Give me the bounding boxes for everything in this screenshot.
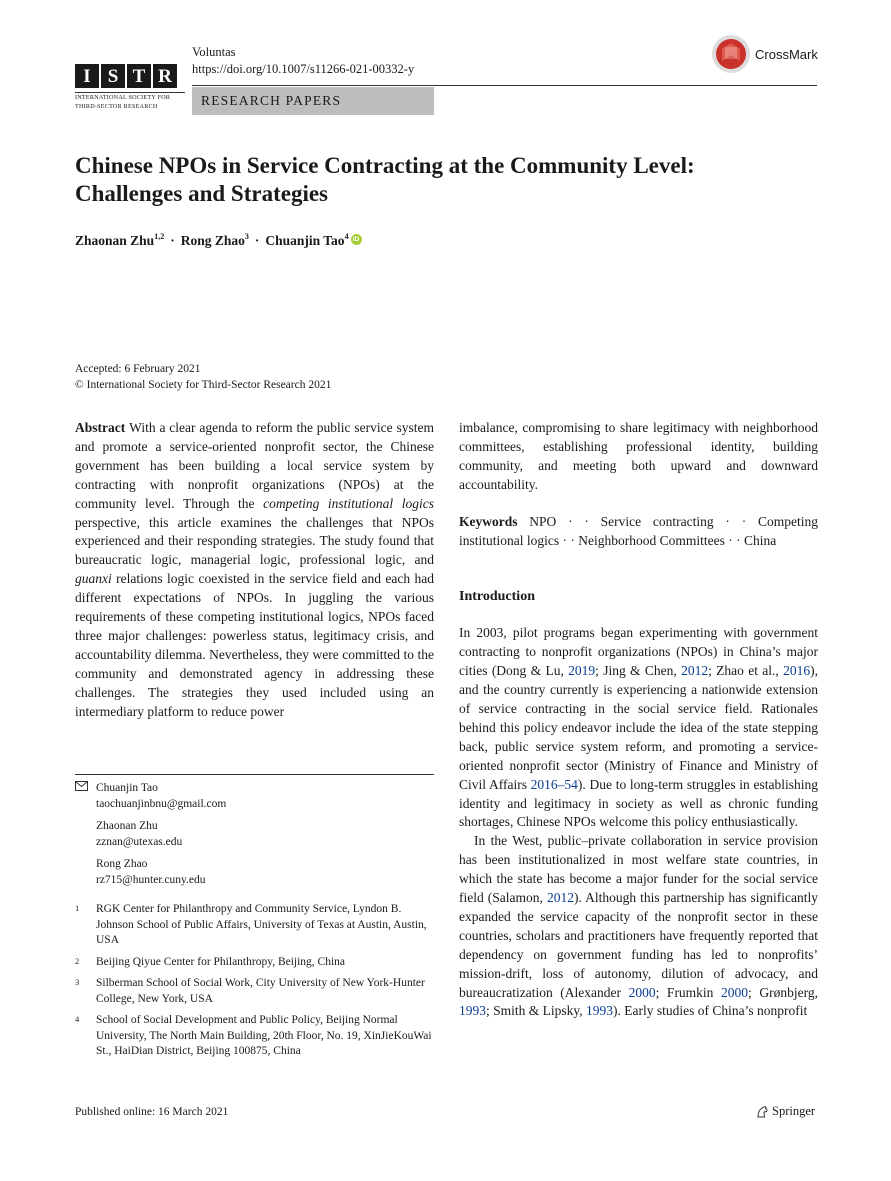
paragraph-text: ; Frumkin xyxy=(655,984,722,1000)
right-column xyxy=(459,419,818,1021)
article-dates xyxy=(75,361,331,393)
affiliation: 1 RGK Center for Philanthropy and Community Service, Lyndon B. Johnson School of Public Affairs, University of Texas at Austin, Austin, USA xyxy=(75,903,427,946)
paragraph-text: ; Grønbjerg, xyxy=(748,984,818,1000)
abstract-label: Abstract xyxy=(75,420,126,435)
abstract-continued: imbalance, compromising to share legitimacy with neighborhood committees, establishing professional identity, building community, and meeting both upward and downward accountability. xyxy=(459,420,818,492)
contact-email[interactable]: zznan@utexas.edu xyxy=(96,835,183,848)
accepted-date: Accepted: 6 February 2021 xyxy=(75,363,201,375)
citation-link[interactable]: 2012 xyxy=(546,890,574,906)
logo-letter: S xyxy=(101,64,125,88)
citation-link[interactable]: 2000 xyxy=(628,984,656,1000)
istr-logo xyxy=(75,64,177,88)
paragraph-text: ; Smith & Lipsky, xyxy=(486,1003,587,1019)
citation-link[interactable]: 2019 xyxy=(568,663,596,679)
logo-letter: R xyxy=(153,64,177,88)
section-heading-introduction: Introduction xyxy=(459,589,535,605)
citation-link[interactable]: 2000 xyxy=(721,984,749,1000)
copyright-line: © International Society for Third-Sector Research 2021 xyxy=(75,379,332,391)
affiliation: 4 School of Social Development and Public Policy, Beijing Normal University, The North Main Building, 20th Floor, No. 19, XinJieKouWai St., HaiDian District, Beijing 100875, China xyxy=(75,1014,432,1057)
citation-link[interactable]: 2016–54 xyxy=(530,776,578,792)
header-divider xyxy=(192,85,817,86)
springer-logo xyxy=(755,1104,815,1119)
springer-horse-icon xyxy=(755,1105,769,1119)
citation-link[interactable]: 1993 xyxy=(586,1003,614,1019)
crossmark-label: CrossMark xyxy=(755,46,818,62)
separator-dot: · xyxy=(254,232,260,248)
author[interactable]: Zhaonan Zhu$^{1,2}$ xyxy=(75,232,165,248)
paragraph-text: ; Zhao et al., xyxy=(708,663,784,679)
journal-name: Voluntas xyxy=(192,45,236,59)
paragraph-text: ; Jing & Chen, xyxy=(595,663,682,679)
contact-name: Rong Zhao xyxy=(96,858,148,870)
logo-letter: I xyxy=(75,64,99,88)
contact-email[interactable]: rz715@hunter.cuny.edu xyxy=(96,873,206,886)
published-online: Published online: 16 March 2021 xyxy=(75,1106,229,1118)
crossmark-button[interactable] xyxy=(711,34,818,74)
author[interactable]: Chuanjin Tao$^4$ xyxy=(265,232,349,248)
contact-name: Chuanjin Tao xyxy=(96,782,158,794)
paragraph-text: ). Although this partnership has significantly expanded the service capacity of the nonprofit sector in these countries, scholars and practitioners have frequently reported that dependency on government funding has led to nonprofits’ mission-drift, loss of autonomy, dilution of advocacy, and bureaucratization (Alexander xyxy=(459,890,818,1000)
paragraph-text: In the West, public–private collaboration in service provision has been institutionalized in most welfare state countries, in which the state has become a major funder for the social service field (Salamon, xyxy=(459,833,818,906)
paragraph-text: ). Early studies of China’s nonprofit xyxy=(613,1003,808,1019)
author[interactable]: Rong Zhao$^3$ xyxy=(180,232,249,248)
envelope-icon xyxy=(75,781,96,812)
paragraph-text: In 2003, pilot programs began experimenting with government contracting to nonprofit organizations (NPOs) in China’s major cities (Dong & Lu, xyxy=(459,625,818,679)
author-list xyxy=(75,232,362,249)
keywords: Keywords NPO · · Service contracting · · Competing institutional logics · · Neighborhood Committees · · China xyxy=(459,513,818,548)
keywords-label: Keywords xyxy=(459,513,518,529)
paragraph-text: ). Due to long-term struggles in establishing identity and legitimacy in society as well as chronic funding shortages, Chinese NPOs welcome this policy enthusiastically. xyxy=(459,776,818,830)
abstract: Abstract With a clear agenda to reform the public service system and promote a service-oriented nonprofit sector, the Chinese government has been building a local service system by contracting with nonprofit organizations (NPOs) at the community level. Through the competing institutional logics perspective, this article examines the challenges that NPOs experienced and their responding strategies. The study found that bureaucratic logic, managerial logic, professional logic, and guanxi relations logic coexisted in the service field and each had different expectations of NPOs. In juggling the various requirements of these competing institutional logics, NPOs faced three major challenges: powerless status, legitimacy crisis, and accountability dilemma. Nevertheless, they were committed to the community and demonstrated agency in addressing these challenges. The strategies they used included using an intermediary platform to reduce power xyxy=(75,420,435,719)
contact-name: Zhaonan Zhu xyxy=(96,820,158,832)
orcid-icon[interactable]: iD xyxy=(351,234,362,245)
intro-paragraph xyxy=(459,624,818,832)
article-title: Chinese NPOs in Service Contracting at the Community Level: Challenges and Strategies xyxy=(75,153,695,206)
section-label: RESEARCH PAPERS xyxy=(192,87,434,115)
corresponding-author xyxy=(75,781,434,812)
logo-letter: T xyxy=(127,64,151,88)
intro-paragraph xyxy=(459,832,818,1021)
author-footnotes xyxy=(75,781,434,1060)
affiliation: 2 Beijing Qiyue Center for Philanthropy, Beijing, China xyxy=(75,955,346,968)
citation-link[interactable]: 2016 xyxy=(783,663,811,679)
citation-link[interactable]: 2012 xyxy=(681,663,709,679)
separator-dot: · xyxy=(170,232,175,248)
doi-link[interactable]: https://doi.org/10.1007/s11266-021-00332-y xyxy=(192,62,415,76)
contact-email[interactable]: taochuanjinbnu@gmail.com xyxy=(96,797,227,810)
affiliation: 3 Silberman School of Social Work, City University of New York-Hunter College, New York, USA xyxy=(75,977,425,1005)
citation-link[interactable]: 1993 xyxy=(459,1003,486,1019)
istr-logo-subtitle: INTERNATIONAL SOCIETY FOR THIRD-SECTOR RESEARCH xyxy=(75,92,185,112)
crossmark-icon xyxy=(711,34,751,74)
paragraph-text: ), and the country currently is experiencing a nationwide extension of service contracting in the social service field. Rationales behind this policy endeavor include the idea of the state stepping back, public service system reform, and promoting a service-oriented nonprofit sector (Ministry of Finance and Ministry of Civil Affairs xyxy=(459,663,818,792)
publisher-name: Springer xyxy=(772,1104,816,1118)
footnote-divider xyxy=(75,774,434,775)
journal-info xyxy=(192,44,414,78)
